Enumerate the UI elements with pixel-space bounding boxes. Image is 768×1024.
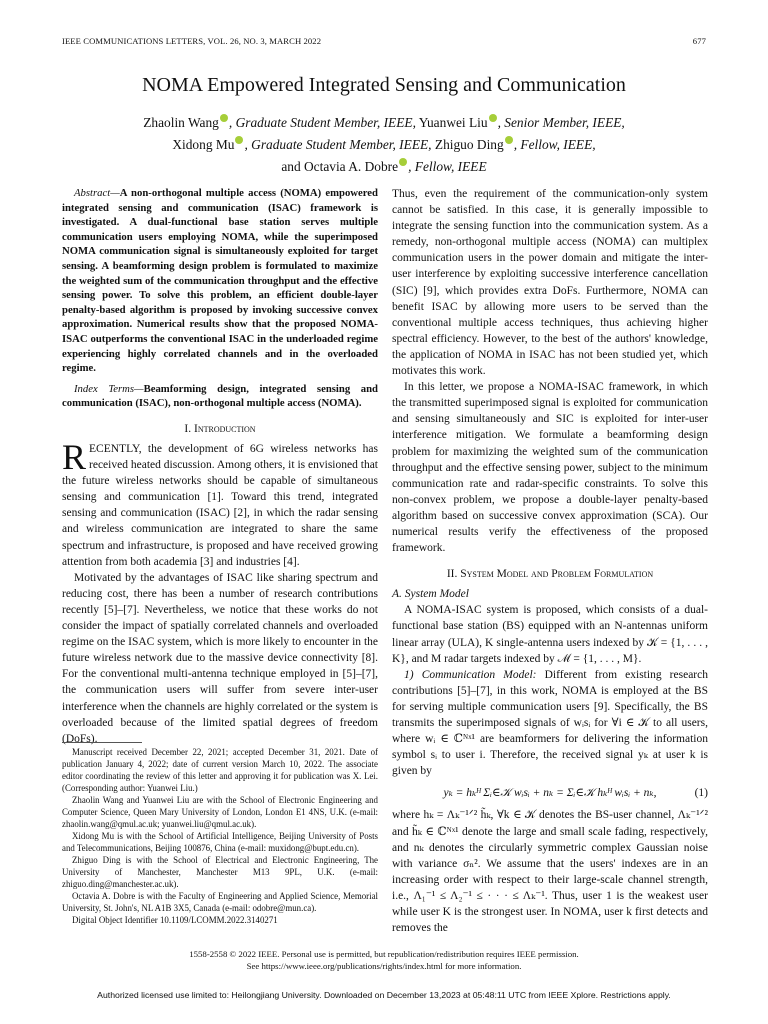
footnote-rule	[62, 742, 142, 743]
paragraph	[392, 667, 708, 780]
paragraph	[62, 437, 378, 570]
paragraph: In this letter, we propose a NOMA-ISAC framework, in which the transmitted superimposed signal is exploited for communication and sensing simultaneously and SIC is exploited for inter-user interference mitigation. We formulate a beamforming design problem for maximizing the weighted sum of the communication throughput and the effective sensing power, subject to the minimum communication rate and radar-specific constraints. To solve this non-convex problem, we propose a double-layer penalty-based algorithm based on successive convex approximation (SCA). Our numerical results verify the effectiveness of the proposed framework.	[392, 381, 708, 555]
footnotes	[62, 742, 378, 926]
equation	[392, 785, 708, 801]
paragraph: Thus, even the requirement of the communication-only system cannot be satisfied. In this case, it is generally impossible to integrate the sensing function into the communication system. As a remedy, non-orthogonal multiple access (NOMA) can multiplex communication users in the power domain and mitigate the inter-user interference by exploiting successive interference cancellation (SIC) [9], which provides extra DoFs. Furthermore, NOMA can benefit ISAC by allowing more users to be served than the conventional multiple access techniques, thus achieving higher spectral efficiency. However, to the best of the authors' knowledge, the application of NOMA in ISAC has not been studied yet, which motivates this work.	[392, 188, 708, 378]
footnote: Xidong Mu is with the School of Artificial Intelligence, Beijing University of Posts and Telecommunications, Beijing 100876, China (e-mail: muxidong@bupt.edu.cn).	[62, 831, 378, 853]
subsection-heading: A. System Model	[392, 588, 469, 601]
left-column	[62, 186, 378, 747]
author-affil: , Graduate Student Member, IEEE,	[244, 137, 432, 152]
page-number: 677	[692, 36, 706, 46]
paragraph-text: ECENTLY, the development of 6G wireless networks has received heated discussion. Among others, it is envisioned that the future wireless networks should be capable of simultaneous sensing and communication [1]. Toward this trend, integrated sensing and communication (ISAC) [2], in which the radar sensing and wireless communication are integrated to share the same spectrum and infrastructure, is proposed and have received growing attention from both academia [3] and industries [4].	[62, 443, 378, 568]
orcid-icon[interactable]	[399, 158, 407, 166]
running-header	[62, 36, 706, 46]
orcid-icon[interactable]	[235, 136, 243, 144]
author-line-3	[0, 156, 768, 178]
index-terms-text: Beamforming design, integrated sensing and communication (ISAC), non-orthogonal multiple access (NOMA).	[62, 382, 379, 410]
abstract-text: A non-orthogonal multiple access (NOMA) empowered integrated sensing and communication (ISAC) framework is investigated. A dual-functional base station serves multiple communication users employing NOMA, while the superimposed NOMA communication signal is simultaneously exploited for target sensing. A beamforming design problem is formulated to maximize the weighted sum of the communication throughput and the effective sensing power. To solve this problem, an efficient double-layer penalty-based algorithm is proposed by invoking successive convex approximation. Numerical results show that the proposed NOMA-ISAC outperforms the conventional ISAC in the underloaded regime experiencing highly correlated channels and in the overloaded regime.	[62, 187, 378, 375]
abstract	[62, 186, 378, 376]
copyright-line: 1558-2558 © 2022 IEEE. Personal use is permitted, but republication/redistribution requires IEEE permission.	[189, 949, 579, 959]
author-affil: , Graduate Student Member, IEEE,	[228, 115, 416, 130]
author-name: Xidong Mu	[172, 137, 235, 152]
right-column	[392, 186, 708, 936]
paragraph: A NOMA-ISAC system is proposed, which consists of a dual-functional base station (BS) equipped with an N-antennas uniform linear array (ULA), K single-antenna users indexed by 𝒦 = {1, . . . , K}, and M radar targets indexed by ℳ = {1, . . . , M}.	[392, 604, 708, 665]
paragraph-label: 1) Communication Model:	[404, 668, 537, 681]
doi[interactable]: Digital Object Identifier 10.1109/LCOMM.2022.3140271	[72, 915, 278, 925]
index-terms-label: Index Terms—	[74, 382, 144, 395]
orcid-icon[interactable]	[489, 114, 497, 122]
equation-body: yₖ = hₖᴴ Σᵢ∈𝒦 wᵢsᵢ + nₖ = Σᵢ∈𝒦 hₖᴴ wᵢsᵢ + nₖ,	[443, 787, 657, 800]
author-name: Yuanwei Liu	[418, 115, 488, 130]
author-line-1	[0, 112, 768, 134]
author-name: Zhaolin Wang	[143, 115, 219, 130]
author-affil: , Fellow, IEEE	[408, 159, 487, 174]
footnote: Manuscript received December 22, 2021; accepted December 31, 2021. Date of publication January 4, 2022; date of current version March 10, 2022. The associate editor coordinating the review of this letter and approving it for publication was X. Lei. (Corresponding author: Yuanwei Liu.)	[62, 747, 378, 793]
author-name: and Octavia A. Dobre	[281, 159, 399, 174]
paper-title: NOMA Empowered Integrated Sensing and Communication	[142, 74, 626, 96]
section-heading: II. System Model and Problem Formulation	[446, 568, 654, 581]
license-notice: Authorized licensed use limited to: Heilongjiang University. Downloaded on December 13,2023 at 05:48:11 UTC from IEEE Xplore. Restrictions apply.	[97, 990, 671, 1000]
rights-link[interactable]: See https://www.ieee.org/publications/rights/index.html for more information.	[246, 961, 522, 971]
author-affil: , Fellow, IEEE,	[513, 137, 596, 152]
footnote: Zhiguo Ding is with the School of Electrical and Electronic Engineering, The University of Manchester, Manchester M13 9PL, U.K. (e-mail: zhiguo.ding@manchester.ac.uk).	[62, 855, 378, 889]
footnote: Octavia A. Dobre is with the Faculty of Engineering and Applied Science, Memorial University, St. John's, NL A1B 3X5, Canada (e-mail: odobre@mun.ca).	[62, 891, 378, 913]
paragraph: where hₖ = Λₖ⁻¹ᐟ² h̃ₖ, ∀k ∈ 𝒦 denotes the BS-user channel, Λₖ⁻¹ᐟ² and h̃ₖ ∈ ℂᴺˣ¹ denote the large and small scale fading, respectively, and nₖ denotes the circularly symmetric complex Gaussian noise with variance σₙ². We assume that the users' indexes are in an increasing order with respect to their large-scale channel strength, i.e., Λ₁⁻¹ ≤ Λ₂⁻¹ ≤ · · · ≤ Λₖ⁻¹. Thus, user 1 is the weakest user while user K is the strongest user. In NOMA, user k first detects and removes the	[392, 809, 708, 935]
author-name: Zhiguo Ding	[434, 137, 504, 152]
abstract-label: Abstract—	[74, 187, 120, 199]
section-heading: I. Introduction	[184, 422, 256, 435]
author-line-2	[0, 134, 768, 156]
author-affil: , Senior Member, IEEE,	[497, 115, 625, 130]
paragraph-text: Different from existing research contributions [5]–[7], in this work, NOMA is employed at the BS for serving multiple communication users [9]. Specifically, the BS transmits the superimposed signals of wᵢsᵢ for ∀i ∈ 𝒦 to all users, where wᵢ ∈ ℂᴺˣ¹ are beamformers for delivering the information symbol sᵢ to user i. Therefore, the received signal yₖ at user k is given by	[392, 668, 708, 778]
footnote: Zhaolin Wang and Yuanwei Liu are with the School of Electronic Engineering and Computer Science, Queen Mary University of London, London E1 4NS, U.K. (e-mail: zhaolin.wang@qmul.ac.uk; yuanwei.liu@qmul.ac.uk).	[62, 795, 378, 829]
copyright-notice	[0, 948, 768, 972]
orcid-icon[interactable]	[220, 114, 228, 122]
paragraph: Motivated by the advantages of ISAC like sharing spectrum and reducing cost, there has been a number of research contributions recently [5]–[7]. Nevertheless, we notice that these works do not consider the impact of spatially correlated channels and overloaded regime on the ISAC system, which is more likely to encounter in the future wireless network due to the massive device connectivity [8]. For the conventional multi-antenna technique employed in [5]–[7], the communication users will suffer from severe inter-user interference when the channels are highly correlated or the system is overloaded because of the limited spatial degrees of freedom (DoFs).	[62, 571, 378, 745]
orcid-icon[interactable]	[505, 136, 513, 144]
equation-number: (1)	[694, 787, 708, 800]
drop-cap: R	[62, 437, 87, 477]
author-list	[0, 112, 768, 178]
journal-info: IEEE COMMUNICATIONS LETTERS, VOL. 26, NO. 3, MARCH 2022	[62, 36, 322, 46]
index-terms	[62, 382, 378, 411]
